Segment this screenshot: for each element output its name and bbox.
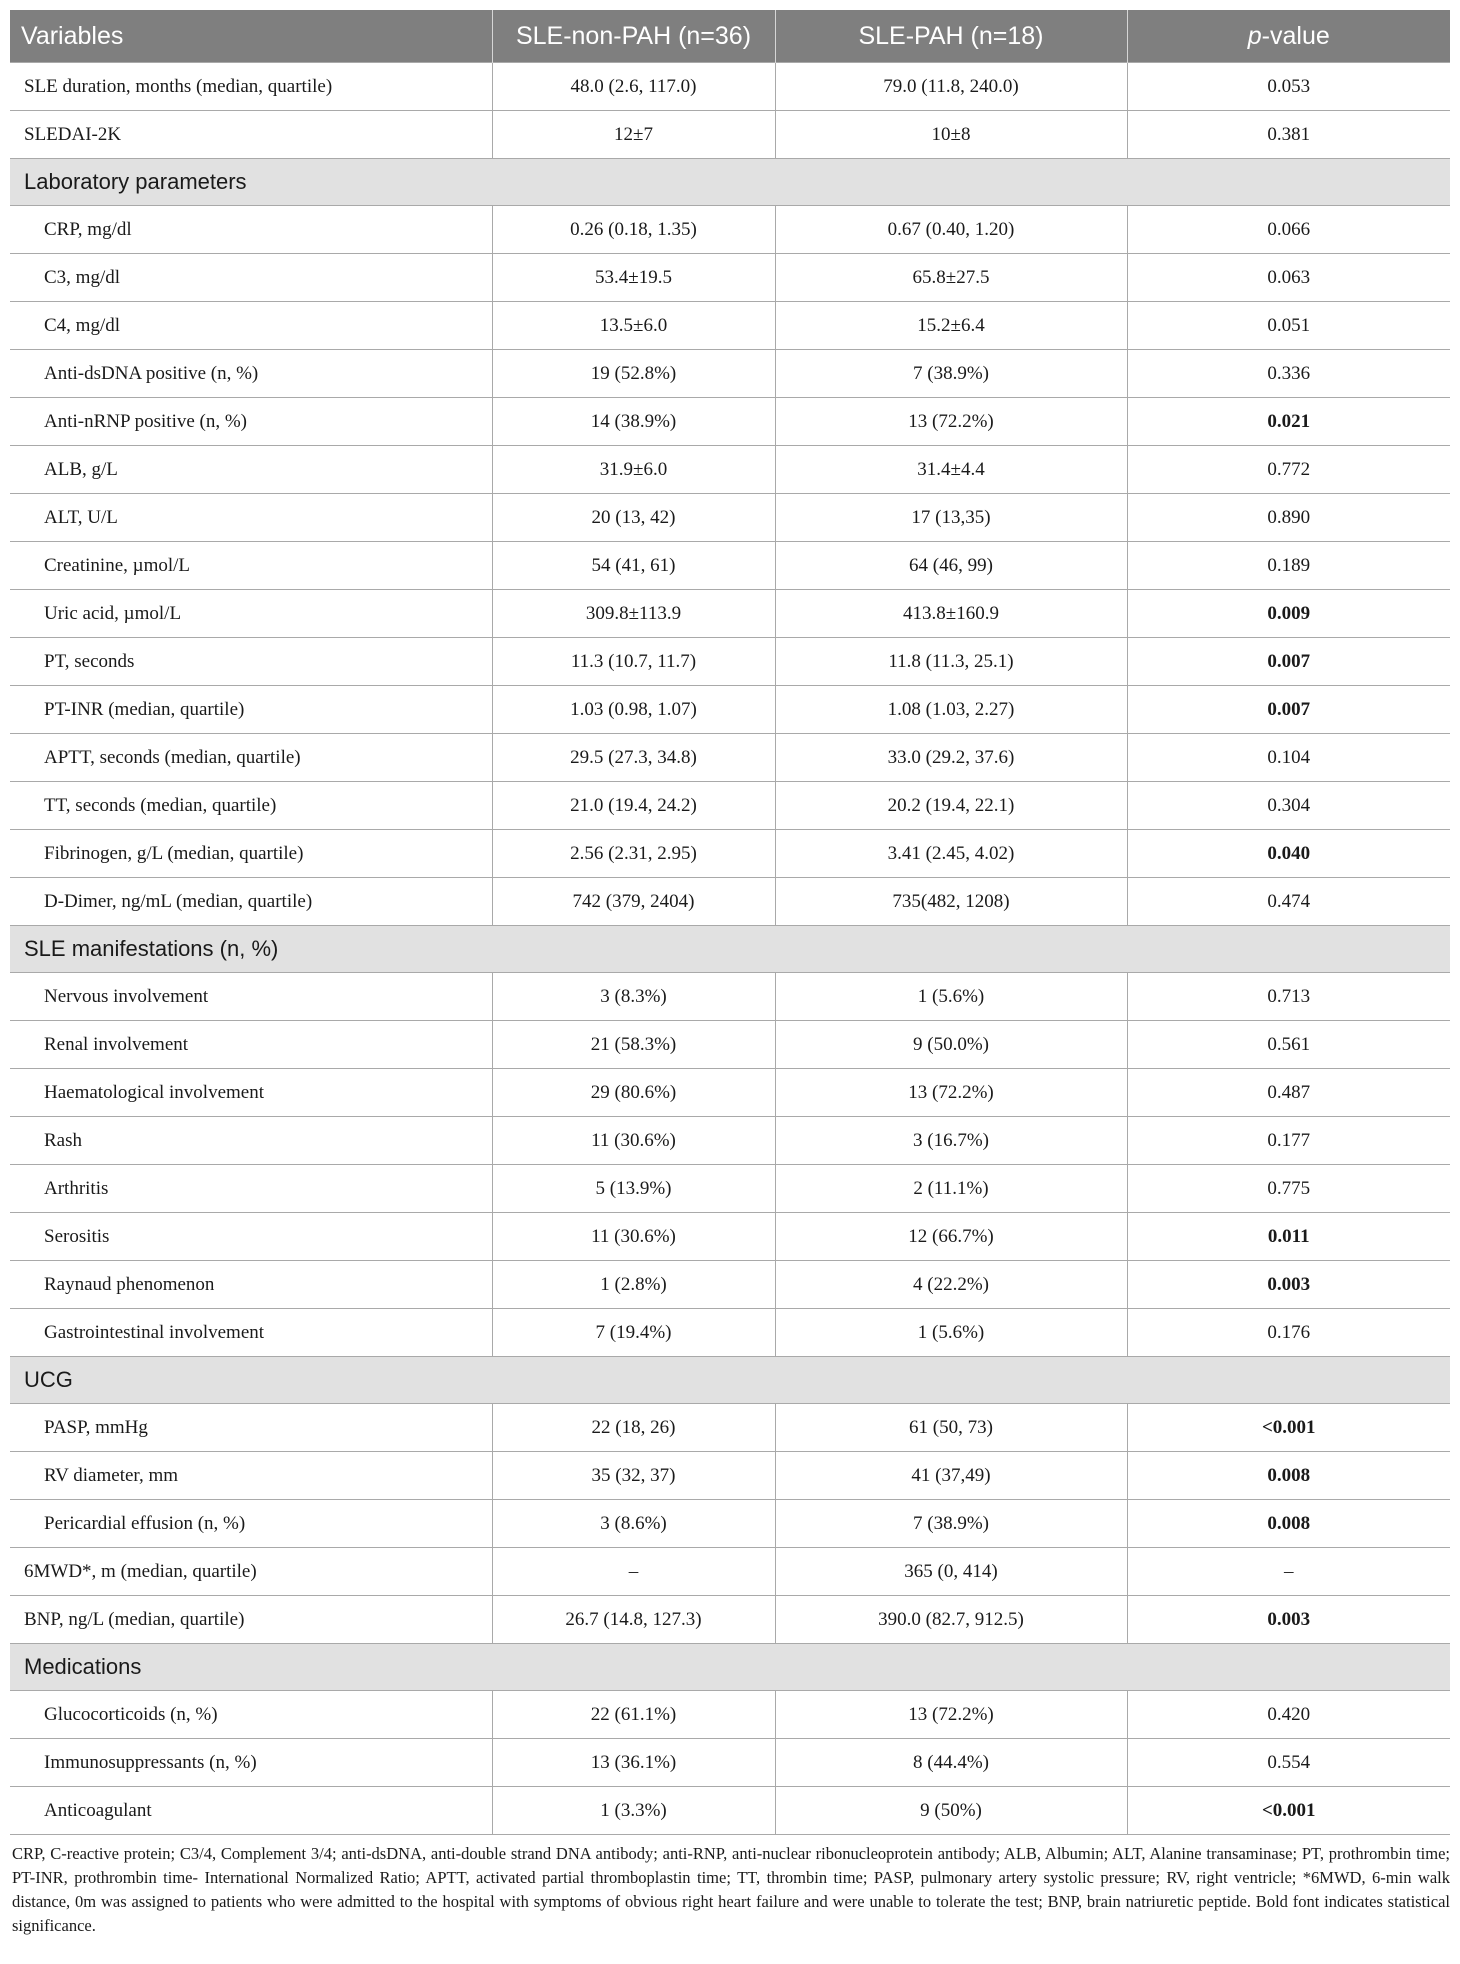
- table-row: [10, 1021, 1450, 1069]
- p-value-cell: 0.003: [1127, 1261, 1450, 1309]
- sle-pah-cell: 8 (44.4%): [775, 1739, 1127, 1787]
- variable-cell: Fibrinogen, g/L (median, quartile): [10, 830, 492, 878]
- variable-cell: Arthritis: [10, 1165, 492, 1213]
- table-row: [10, 1117, 1450, 1165]
- p-value-cell: 0.011: [1127, 1213, 1450, 1261]
- sle-pah-cell: 17 (13,35): [775, 494, 1127, 542]
- sle-pah-cell: 1.08 (1.03, 2.27): [775, 686, 1127, 734]
- sle-pah-cell: 1 (5.6%): [775, 1309, 1127, 1357]
- sle-pah-cell: 13 (72.2%): [775, 1069, 1127, 1117]
- variable-cell: Uric acid, µmol/L: [10, 590, 492, 638]
- p-value-cell: 0.487: [1127, 1069, 1450, 1117]
- sle-non-pah-cell: 1.03 (0.98, 1.07): [492, 686, 775, 734]
- variable-cell: PASP, mmHg: [10, 1404, 492, 1452]
- p-value-cell: 0.063: [1127, 254, 1450, 302]
- section-label: UCG: [10, 1357, 1450, 1404]
- variable-cell: PT-INR (median, quartile): [10, 686, 492, 734]
- variable-cell: Nervous involvement: [10, 973, 492, 1021]
- table-row: [10, 254, 1450, 302]
- variable-cell: Rash: [10, 1117, 492, 1165]
- p-value-cell: 0.007: [1127, 686, 1450, 734]
- table-row: [10, 446, 1450, 494]
- sle-pah-cell: 2 (11.1%): [775, 1165, 1127, 1213]
- section-label: SLE manifestations (n, %): [10, 926, 1450, 973]
- table-row: [10, 494, 1450, 542]
- variable-cell: C3, mg/dl: [10, 254, 492, 302]
- table-row: [10, 1452, 1450, 1500]
- sle-non-pah-cell: 13.5±6.0: [492, 302, 775, 350]
- table-row: [10, 1787, 1450, 1835]
- p-value-cell: 0.561: [1127, 1021, 1450, 1069]
- section-header-row: [10, 1644, 1450, 1691]
- sle-pah-cell: 10±8: [775, 111, 1127, 159]
- p-value-cell: 0.040: [1127, 830, 1450, 878]
- sle-non-pah-cell: 1 (3.3%): [492, 1787, 775, 1835]
- table-row: [10, 638, 1450, 686]
- table-row: [10, 1548, 1450, 1596]
- sle-non-pah-cell: 3 (8.3%): [492, 973, 775, 1021]
- sle-non-pah-cell: 11 (30.6%): [492, 1117, 775, 1165]
- p-value-cell: 0.772: [1127, 446, 1450, 494]
- table-row: [10, 830, 1450, 878]
- variable-cell: Serositis: [10, 1213, 492, 1261]
- sle-non-pah-cell: 5 (13.9%): [492, 1165, 775, 1213]
- sle-pah-cell: 735(482, 1208): [775, 878, 1127, 926]
- sle-non-pah-cell: 19 (52.8%): [492, 350, 775, 398]
- sle-non-pah-cell: 20 (13, 42): [492, 494, 775, 542]
- sle-non-pah-cell: 2.56 (2.31, 2.95): [492, 830, 775, 878]
- p-value-cell: 0.189: [1127, 542, 1450, 590]
- table-body: [10, 63, 1450, 1835]
- table-row: [10, 686, 1450, 734]
- sle-non-pah-cell: 742 (379, 2404): [492, 878, 775, 926]
- table-row: [10, 1739, 1450, 1787]
- table-row: [10, 542, 1450, 590]
- sle-pah-cell: 64 (46, 99): [775, 542, 1127, 590]
- sle-pah-cell: 13 (72.2%): [775, 1691, 1127, 1739]
- variable-cell: SLE duration, months (median, quartile): [10, 63, 492, 111]
- p-value-cell: 0.304: [1127, 782, 1450, 830]
- variable-cell: Immunosuppressants (n, %): [10, 1739, 492, 1787]
- p-value-cell: 0.890: [1127, 494, 1450, 542]
- p-value-cell: <0.001: [1127, 1404, 1450, 1452]
- p-value-cell: 0.554: [1127, 1739, 1450, 1787]
- table-row: [10, 1309, 1450, 1357]
- header-p-suffix: -value: [1261, 21, 1330, 50]
- p-value-cell: 0.713: [1127, 973, 1450, 1021]
- p-value-cell: 0.066: [1127, 206, 1450, 254]
- variable-cell: Gastrointestinal involvement: [10, 1309, 492, 1357]
- sle-pah-cell: 20.2 (19.4, 22.1): [775, 782, 1127, 830]
- p-value-cell: 0.420: [1127, 1691, 1450, 1739]
- sle-pah-cell: 1 (5.6%): [775, 973, 1127, 1021]
- p-value-cell: 0.051: [1127, 302, 1450, 350]
- section-label: Laboratory parameters: [10, 159, 1450, 206]
- table-row: [10, 590, 1450, 638]
- table-row: [10, 878, 1450, 926]
- sle-pah-cell: 65.8±27.5: [775, 254, 1127, 302]
- sle-non-pah-cell: 54 (41, 61): [492, 542, 775, 590]
- p-value-cell: –: [1127, 1548, 1450, 1596]
- variable-cell: Pericardial effusion (n, %): [10, 1500, 492, 1548]
- p-value-cell: 0.021: [1127, 398, 1450, 446]
- section-header-row: [10, 926, 1450, 973]
- sle-non-pah-cell: 3 (8.6%): [492, 1500, 775, 1548]
- p-value-cell: 0.007: [1127, 638, 1450, 686]
- sle-pah-cell: 4 (22.2%): [775, 1261, 1127, 1309]
- table-row: [10, 350, 1450, 398]
- table-row: [10, 1261, 1450, 1309]
- variable-cell: C4, mg/dl: [10, 302, 492, 350]
- sle-non-pah-cell: 29 (80.6%): [492, 1069, 775, 1117]
- sle-non-pah-cell: 53.4±19.5: [492, 254, 775, 302]
- sle-pah-cell: 41 (37,49): [775, 1452, 1127, 1500]
- variable-cell: BNP, ng/L (median, quartile): [10, 1596, 492, 1644]
- p-value-cell: 0.336: [1127, 350, 1450, 398]
- sle-non-pah-cell: 309.8±113.9: [492, 590, 775, 638]
- sle-non-pah-cell: 22 (61.1%): [492, 1691, 775, 1739]
- variable-cell: Raynaud phenomenon: [10, 1261, 492, 1309]
- sle-pah-cell: 79.0 (11.8, 240.0): [775, 63, 1127, 111]
- header-p-value: [1127, 10, 1450, 63]
- sle-non-pah-cell: 48.0 (2.6, 117.0): [492, 63, 775, 111]
- table-row: [10, 63, 1450, 111]
- sle-non-pah-cell: 14 (38.9%): [492, 398, 775, 446]
- table-row: [10, 973, 1450, 1021]
- sle-pah-cell: 365 (0, 414): [775, 1548, 1127, 1596]
- sle-pah-cell: 33.0 (29.2, 37.6): [775, 734, 1127, 782]
- sle-pah-cell: 13 (72.2%): [775, 398, 1127, 446]
- table-row: [10, 1691, 1450, 1739]
- sle-pah-cell: 15.2±6.4: [775, 302, 1127, 350]
- table-footnote: CRP, C-reactive protein; C3/4, Complement 3/4; anti-dsDNA, anti-double strand DNA antibody; anti-RNP, anti-nuclear ribonucleoprotein antibody; ALB, Albumin; ALT, Alanine transaminase; PT, prothrombin time; PT-INR, prothrombin time- International Normalized Ratio; APTT, activated partial thromboplastin time; TT, thrombin time; PASP, pulmonary artery systolic pressure; RV, right ventricle; *6MWD, 6-min walk distance, 0m was assigned to patients who were admitted to the hospital with symptoms of obvious right heart failure and were unable to tolerate the test; BNP, brain natriuretic peptide. Bold font indicates statistical significance.: [12, 1844, 1450, 1935]
- variable-cell: 6MWD*, m (median, quartile): [10, 1548, 492, 1596]
- table-row: [10, 1165, 1450, 1213]
- p-value-cell: 0.009: [1127, 590, 1450, 638]
- sle-non-pah-cell: 1 (2.8%): [492, 1261, 775, 1309]
- variable-cell: Creatinine, µmol/L: [10, 542, 492, 590]
- sle-non-pah-cell: 13 (36.1%): [492, 1739, 775, 1787]
- sle-pah-cell: 9 (50.0%): [775, 1021, 1127, 1069]
- variable-cell: Haematological involvement: [10, 1069, 492, 1117]
- variable-cell: Glucocorticoids (n, %): [10, 1691, 492, 1739]
- variable-cell: APTT, seconds (median, quartile): [10, 734, 492, 782]
- table-row: [10, 206, 1450, 254]
- variable-cell: Anti-dsDNA positive (n, %): [10, 350, 492, 398]
- table-row: [10, 782, 1450, 830]
- header-variables: Variables: [10, 10, 492, 63]
- p-value-cell: <0.001: [1127, 1787, 1450, 1835]
- sle-non-pah-cell: 21 (58.3%): [492, 1021, 775, 1069]
- table-row: [10, 1500, 1450, 1548]
- sle-pah-cell: 31.4±4.4: [775, 446, 1127, 494]
- p-value-cell: 0.104: [1127, 734, 1450, 782]
- table-row: [10, 1404, 1450, 1452]
- header-row: [10, 10, 1450, 63]
- p-value-cell: 0.008: [1127, 1500, 1450, 1548]
- p-value-cell: 0.381: [1127, 111, 1450, 159]
- sle-pah-cell: 11.8 (11.3, 25.1): [775, 638, 1127, 686]
- p-value-cell: 0.053: [1127, 63, 1450, 111]
- sle-pah-cell: 12 (66.7%): [775, 1213, 1127, 1261]
- table-row: [10, 302, 1450, 350]
- sle-non-pah-cell: 11 (30.6%): [492, 1213, 775, 1261]
- variable-cell: D-Dimer, ng/mL (median, quartile): [10, 878, 492, 926]
- header-sle-non-pah: SLE-non-PAH (n=36): [492, 10, 775, 63]
- sle-non-pah-cell: 22 (18, 26): [492, 1404, 775, 1452]
- table-row: [10, 111, 1450, 159]
- table-row: [10, 734, 1450, 782]
- p-value-cell: 0.177: [1127, 1117, 1450, 1165]
- header-p-italic: p: [1247, 21, 1262, 50]
- sle-pah-cell: 9 (50%): [775, 1787, 1127, 1835]
- p-value-cell: 0.003: [1127, 1596, 1450, 1644]
- sle-non-pah-cell: 31.9±6.0: [492, 446, 775, 494]
- sle-non-pah-cell: 7 (19.4%): [492, 1309, 775, 1357]
- table-row: [10, 398, 1450, 446]
- sle-pah-cell: 413.8±160.9: [775, 590, 1127, 638]
- sle-non-pah-cell: 12±7: [492, 111, 775, 159]
- sle-non-pah-cell: 0.26 (0.18, 1.35): [492, 206, 775, 254]
- sle-pah-cell: 390.0 (82.7, 912.5): [775, 1596, 1127, 1644]
- variable-cell: ALT, U/L: [10, 494, 492, 542]
- sle-pah-cell: 3.41 (2.45, 4.02): [775, 830, 1127, 878]
- variable-cell: ALB, g/L: [10, 446, 492, 494]
- section-header-row: [10, 1357, 1450, 1404]
- data-table: [10, 10, 1450, 1835]
- sle-non-pah-cell: 35 (32, 37): [492, 1452, 775, 1500]
- sle-non-pah-cell: 29.5 (27.3, 34.8): [492, 734, 775, 782]
- variable-cell: RV diameter, mm: [10, 1452, 492, 1500]
- variable-cell: Anti-nRNP positive (n, %): [10, 398, 492, 446]
- sle-pah-cell: 7 (38.9%): [775, 1500, 1127, 1548]
- variable-cell: CRP, mg/dl: [10, 206, 492, 254]
- sle-non-pah-cell: –: [492, 1548, 775, 1596]
- section-header-row: [10, 159, 1450, 206]
- table-row: [10, 1596, 1450, 1644]
- variable-cell: Renal involvement: [10, 1021, 492, 1069]
- sle-pah-cell: 61 (50, 73): [775, 1404, 1127, 1452]
- sle-non-pah-cell: 26.7 (14.8, 127.3): [492, 1596, 775, 1644]
- sle-non-pah-cell: 11.3 (10.7, 11.7): [492, 638, 775, 686]
- variable-cell: TT, seconds (median, quartile): [10, 782, 492, 830]
- variable-cell: SLEDAI-2K: [10, 111, 492, 159]
- section-label: Medications: [10, 1644, 1450, 1691]
- table-row: [10, 1213, 1450, 1261]
- p-value-cell: 0.775: [1127, 1165, 1450, 1213]
- table-row: [10, 1069, 1450, 1117]
- variable-cell: PT, seconds: [10, 638, 492, 686]
- sle-pah-cell: 0.67 (0.40, 1.20): [775, 206, 1127, 254]
- header-sle-pah: SLE-PAH (n=18): [775, 10, 1127, 63]
- sle-pah-cell: 7 (38.9%): [775, 350, 1127, 398]
- table-container: [10, 10, 1450, 1938]
- variable-cell: Anticoagulant: [10, 1787, 492, 1835]
- p-value-cell: 0.474: [1127, 878, 1450, 926]
- table-header: [10, 10, 1450, 63]
- sle-pah-cell: 3 (16.7%): [775, 1117, 1127, 1165]
- p-value-cell: 0.176: [1127, 1309, 1450, 1357]
- sle-non-pah-cell: 21.0 (19.4, 24.2): [492, 782, 775, 830]
- p-value-cell: 0.008: [1127, 1452, 1450, 1500]
